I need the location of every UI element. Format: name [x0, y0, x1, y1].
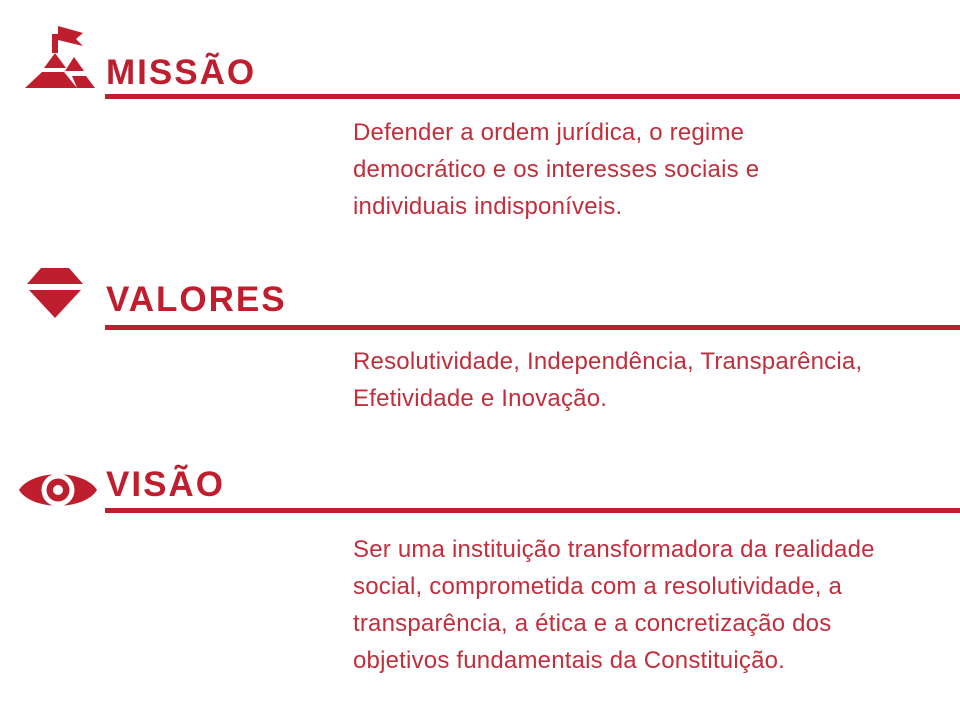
section-body-visao [353, 531, 875, 679]
mountain-flag-icon [22, 22, 98, 88]
section-rule-visao [105, 508, 960, 513]
body-line: transparência, a ética e a concretização dos [353, 610, 832, 637]
section-body-valores [353, 343, 862, 417]
section-title-missao: MISSÃO [106, 53, 257, 92]
section-title-valores: VALORES [106, 280, 287, 319]
body-line: social, comprometida com a resolutividade, a [353, 573, 843, 600]
eye-icon [18, 467, 98, 513]
body-line: objetivos fundamentais da Constituição. [353, 647, 786, 674]
section-title-visao: VISÃO [106, 465, 225, 504]
body-line: Resolutividade, Independência, Transparência, [353, 348, 863, 375]
body-line: Defender a ordem jurídica, o regime [353, 119, 745, 146]
body-line: democrático e os interesses sociais e [353, 156, 760, 183]
body-line: Ser uma instituição transformadora da realidade [353, 536, 875, 563]
body-line: Efetividade e Inovação. [353, 385, 608, 412]
section-rule-missao [105, 94, 960, 99]
diamond-icon [27, 268, 83, 318]
section-body-missao [353, 114, 759, 225]
body-line: individuais indisponíveis. [353, 193, 623, 220]
section-rule-valores [105, 325, 960, 330]
